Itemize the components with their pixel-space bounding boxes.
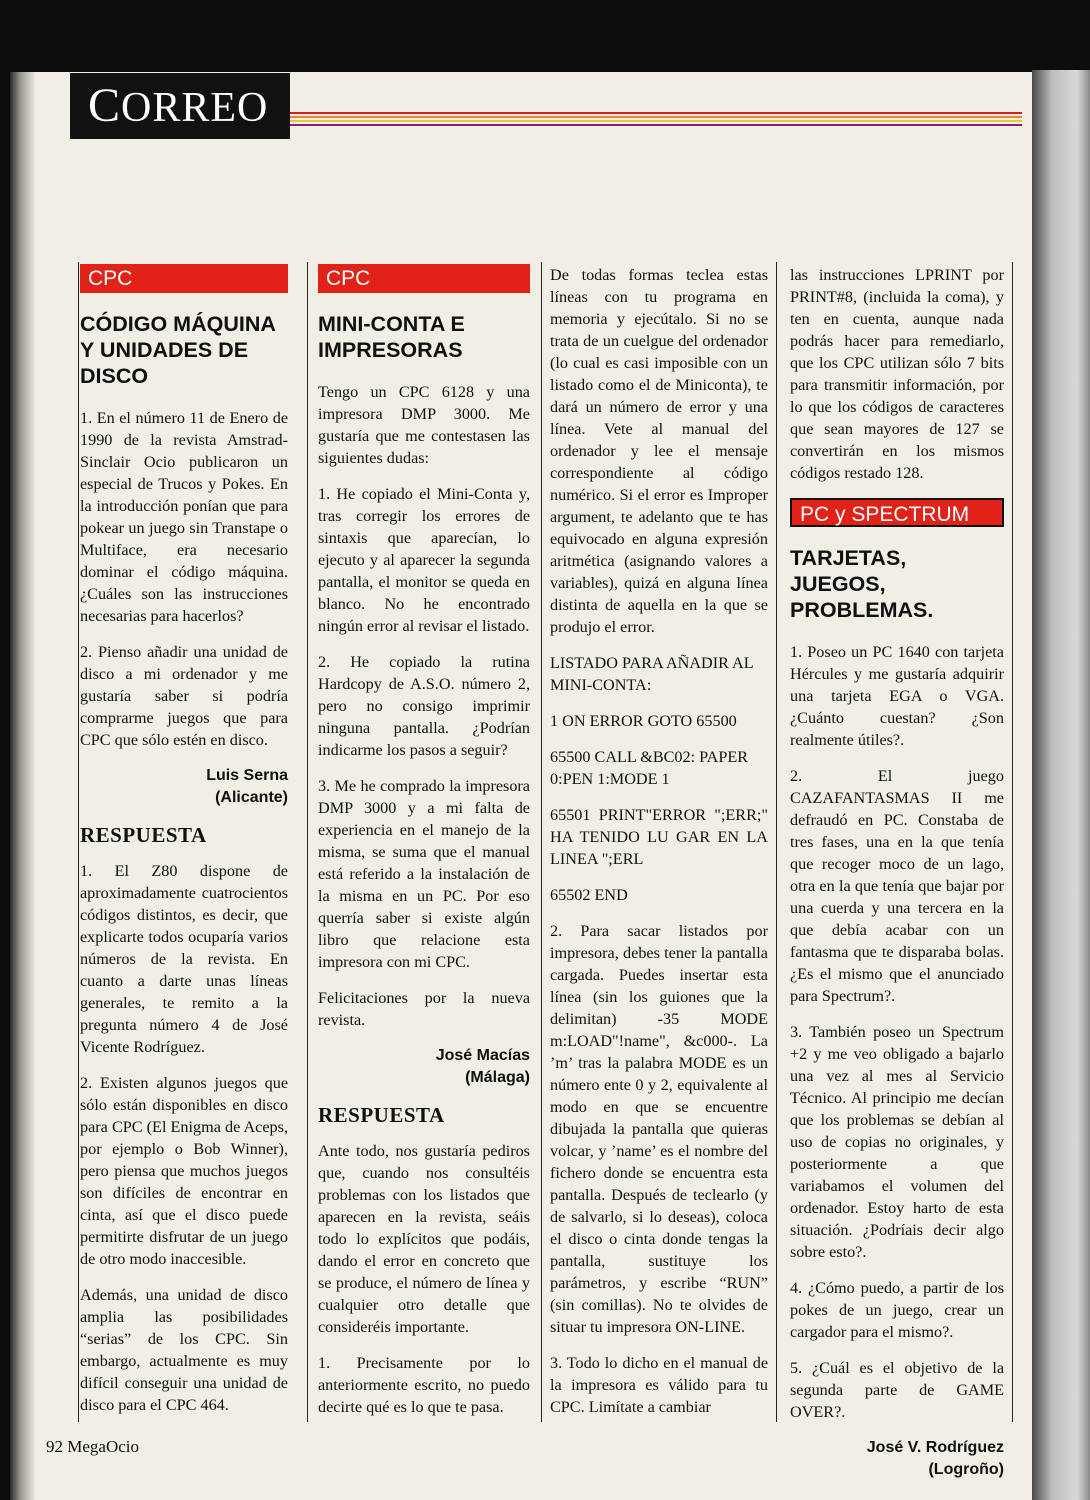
signature-place: (Alicante)	[215, 789, 288, 806]
header-stripes	[290, 112, 1022, 128]
listing-title: LISTADO PARA AÑADIR AL MINI-CONTA:	[550, 654, 754, 694]
listing-line: 65500 CALL &BC02: PAPER 0:PEN 1:MODE 1	[550, 748, 749, 788]
signature	[318, 1045, 530, 1089]
section-bar-cpc: CPC	[80, 264, 288, 293]
listing-line: 65501 PRINT"ERROR ";ERR;" HA TENIDO LU GAR EN LA LINEA ";ERL	[550, 806, 768, 868]
column-2	[318, 264, 530, 1454]
column-1	[80, 264, 288, 1454]
paragraph: 3. Todo lo dicho en el manual de la impresora es válido para tu CPC. Limítate a cambiar	[550, 1354, 768, 1416]
paragraph: 1. En el número 11 de Enero de 1990 de la revista Amstrad-Sinclair Ocio publicaron un especial de Trucos y Pokes. En la introducción ponían que para pokear un juego sin Transtape o Multiface, era necesario dominar el código máquina. ¿Cuáles son las instrucciones necesarias para hacerlos?	[80, 409, 288, 625]
signature	[790, 1437, 1004, 1481]
signature	[80, 765, 288, 809]
paragraph: 2. Existen algunos juegos que sólo están disponibles en disco para CPC (El Enigma de Aceps, por ejemplo o Bob Winner), pero piensa que muchos juegos son difíciles de encontrar en cinta, así que el disco puede permitirte disfrutar de un juego de otro modo inaccesible.	[80, 1074, 288, 1268]
column-rule	[1012, 262, 1013, 1422]
paragraph: 1. He copiado el Mini-Conta y, tras corregir los errores de sintaxis que aparecían, lo ejecuto y al aparecer la segunda pantalla, el monitor se queda en blanco. No he encontrado ningún error al revisar el listado.	[318, 485, 530, 635]
paragraph: 2. El juego CAZAFANTASMAS II me defraudó en PC. Constaba de tres fases, una en la que tenía que recoger moco de un lago, otra en la que tenía que bajar por una cuerda y una tercera en la que debía acabar con un fantasma que te disparaba bolas. ¿Es el mismo que el anunciado para Spectrum?.	[790, 767, 1004, 1005]
paragraph: las instrucciones LPRINT por PRINT#8, (incluida la coma), y ten en cuenta, aunque nada podrás hacer para remediarlo, que los CPC utilizan sólo 7 bits para transmitir información, por lo que los códigos de caracteres que sean mayores de 127 se convertirán en los mismos códigos restado 128.	[790, 266, 1004, 482]
header-initial: C	[88, 79, 122, 132]
signature-place: (Málaga)	[465, 1069, 530, 1086]
paragraph: Ante todo, nos gustaría pediros que, cuando nos consultéis problemas con los listados que aparecen en la revista, seáis todo lo explícitos que podáis, dando el error en concreto que se produce, el número de línea y cualquier otro detalle que consideréis importante.	[318, 1142, 530, 1336]
column-rule	[307, 262, 308, 1422]
column-4	[790, 264, 1004, 1478]
section-bar-pc-spectrum: PC y SPECTRUM	[790, 498, 1004, 527]
paragraph: 1. Precisamente por lo anteriormente escrito, no puedo decirte qué es lo que te pasa.	[318, 1354, 530, 1416]
page-folio: 92 MegaOcio	[46, 1437, 140, 1456]
paragraph: Además, una unidad de disco amplia las posibilidades “serias” de los CPC. Sin embargo, actualmente es muy difícil conseguir una unidad de disco para el CPC 464.	[80, 1286, 288, 1414]
signature-place: (Logroño)	[928, 1461, 1004, 1478]
section-header-title	[88, 78, 268, 133]
paragraph: 1. El Z80 dispone de aproximadamente cuatrocientos códigos distintos, es decir, que explicarte todos ocuparía varios números de la revista. En cuanto a darte unas líneas generales, te remito a la pregunta número 4 de José Vicente Rodríguez.	[80, 862, 288, 1056]
paragraph: 2. Pienso añadir una unidad de disco a mi ordenador y me gustaría saber si podría comprarme juegos que para CPC que sólo estén en disco.	[80, 643, 288, 749]
adjacent-page-edge	[1032, 70, 1090, 1500]
column-3	[550, 264, 768, 1454]
paragraph: Felicitaciones por la nueva revista.	[318, 989, 530, 1029]
paragraph: 1. Poseo un PC 1640 con tarjeta Hércules y me gustaría adquirir una tarjeta EGA o VGA. ¿Cuánto cuestan? ¿Son realmente útiles?.	[790, 643, 1004, 749]
section-bar-cpc: CPC	[318, 264, 530, 293]
article-headline: TARJETAS, JUEGOS, PROBLEMAS.	[790, 546, 934, 622]
column-rule	[776, 262, 777, 1422]
paragraph: De todas formas teclea estas líneas con tu programa en memoria y ejecútalo. Si no se trata de un cuelgue del ordenador (lo cual es casi imposible con un listado como el de Miniconta), te dará un número de error y una línea. Vete al manual del ordenador y lee el mensaje correspondiente al código numérico. Si el error es Improper argument, te adelanto que te has equivocado en alguna expresión aritmética (asignando valores a variables), quizá en alguna línea distinta de aquella en la que se produjo el error.	[550, 266, 768, 636]
column-rule	[541, 262, 542, 1422]
header-rest: ORREO	[121, 85, 269, 131]
signature-name: Luis Serna	[206, 767, 288, 784]
listing-line: 1 ON ERROR GOTO 65500	[550, 712, 737, 730]
answer-heading: RESPUESTA	[80, 823, 207, 847]
column-rule	[78, 262, 79, 1422]
paragraph: Tengo un CPC 6128 y una impresora DMP 3000. Me gustaría que me contestasen las siguientes dudas:	[318, 383, 530, 467]
paragraph: 5. ¿Cuál es el objetivo de la segunda parte de GAME OVER?.	[790, 1359, 1004, 1421]
signature-name: José Macías	[435, 1047, 530, 1064]
signature-name: José V. Rodríguez	[866, 1439, 1004, 1456]
paragraph: 2. He copiado la rutina Hardcopy de A.S.O. número 2, pero no consigo imprimir ninguna pantalla. ¿Podrían indicarme los pasos a seguir?	[318, 653, 530, 759]
listing-line: 65502 END	[550, 886, 628, 904]
answer-heading: RESPUESTA	[318, 1103, 445, 1127]
paragraph: 3. También poseo un Spectrum +2 y me veo obligado a bajarlo una vez al mes al Servicio Técnico. Al principio me decían que los problemas se debían al uso de copias no originales, y posteriormente a que variabamos el volumen del ordenador. Estoy harto de esta situación. ¿Podríais decir algo sobre esto?.	[790, 1023, 1004, 1261]
article-headline: MINI-CONTA E IMPRESORAS	[318, 312, 465, 362]
article-headline: CÓDIGO MÁQUINA Y UNIDADES DE DISCO	[80, 312, 276, 388]
paragraph: 2. Para sacar listados por impresora, debes tener la pantalla cargada. Puedes insertar esta línea (sin los guiones que la delimitan) -35 MODE m:LOAD"!name", &c000-. La ’m’ tras la palabra MODE es un número ente 0 y 2, equivalente al modo en que se encuentre dibujada la pantalla que quieras volcar, y ’name’ es el nombre del fichero donde se encuentra esta pantalla. Después de teclearlo (y de salvarlo, si lo deseas), coloca el disco o cinta donde tengas la pantalla, sustituye los parámetros, y escribe “RUN” (sin comillas). No te olvides de situar tu impresora ON-LINE.	[550, 922, 768, 1336]
paragraph: 4. ¿Cómo puedo, a partir de los pokes de un juego, crear un cargador para el mismo?.	[790, 1279, 1004, 1341]
binding-shadow	[10, 72, 36, 1500]
paragraph: 3. Me he comprado la impresora DMP 3000 y a mi falta de experiencia en el manejo de la misma, se suma que el manual está referido a la instalación de la misma en un PC. Por eso querría saber si existe algún libro que relacione esta impresora con mi CPC.	[318, 777, 530, 971]
